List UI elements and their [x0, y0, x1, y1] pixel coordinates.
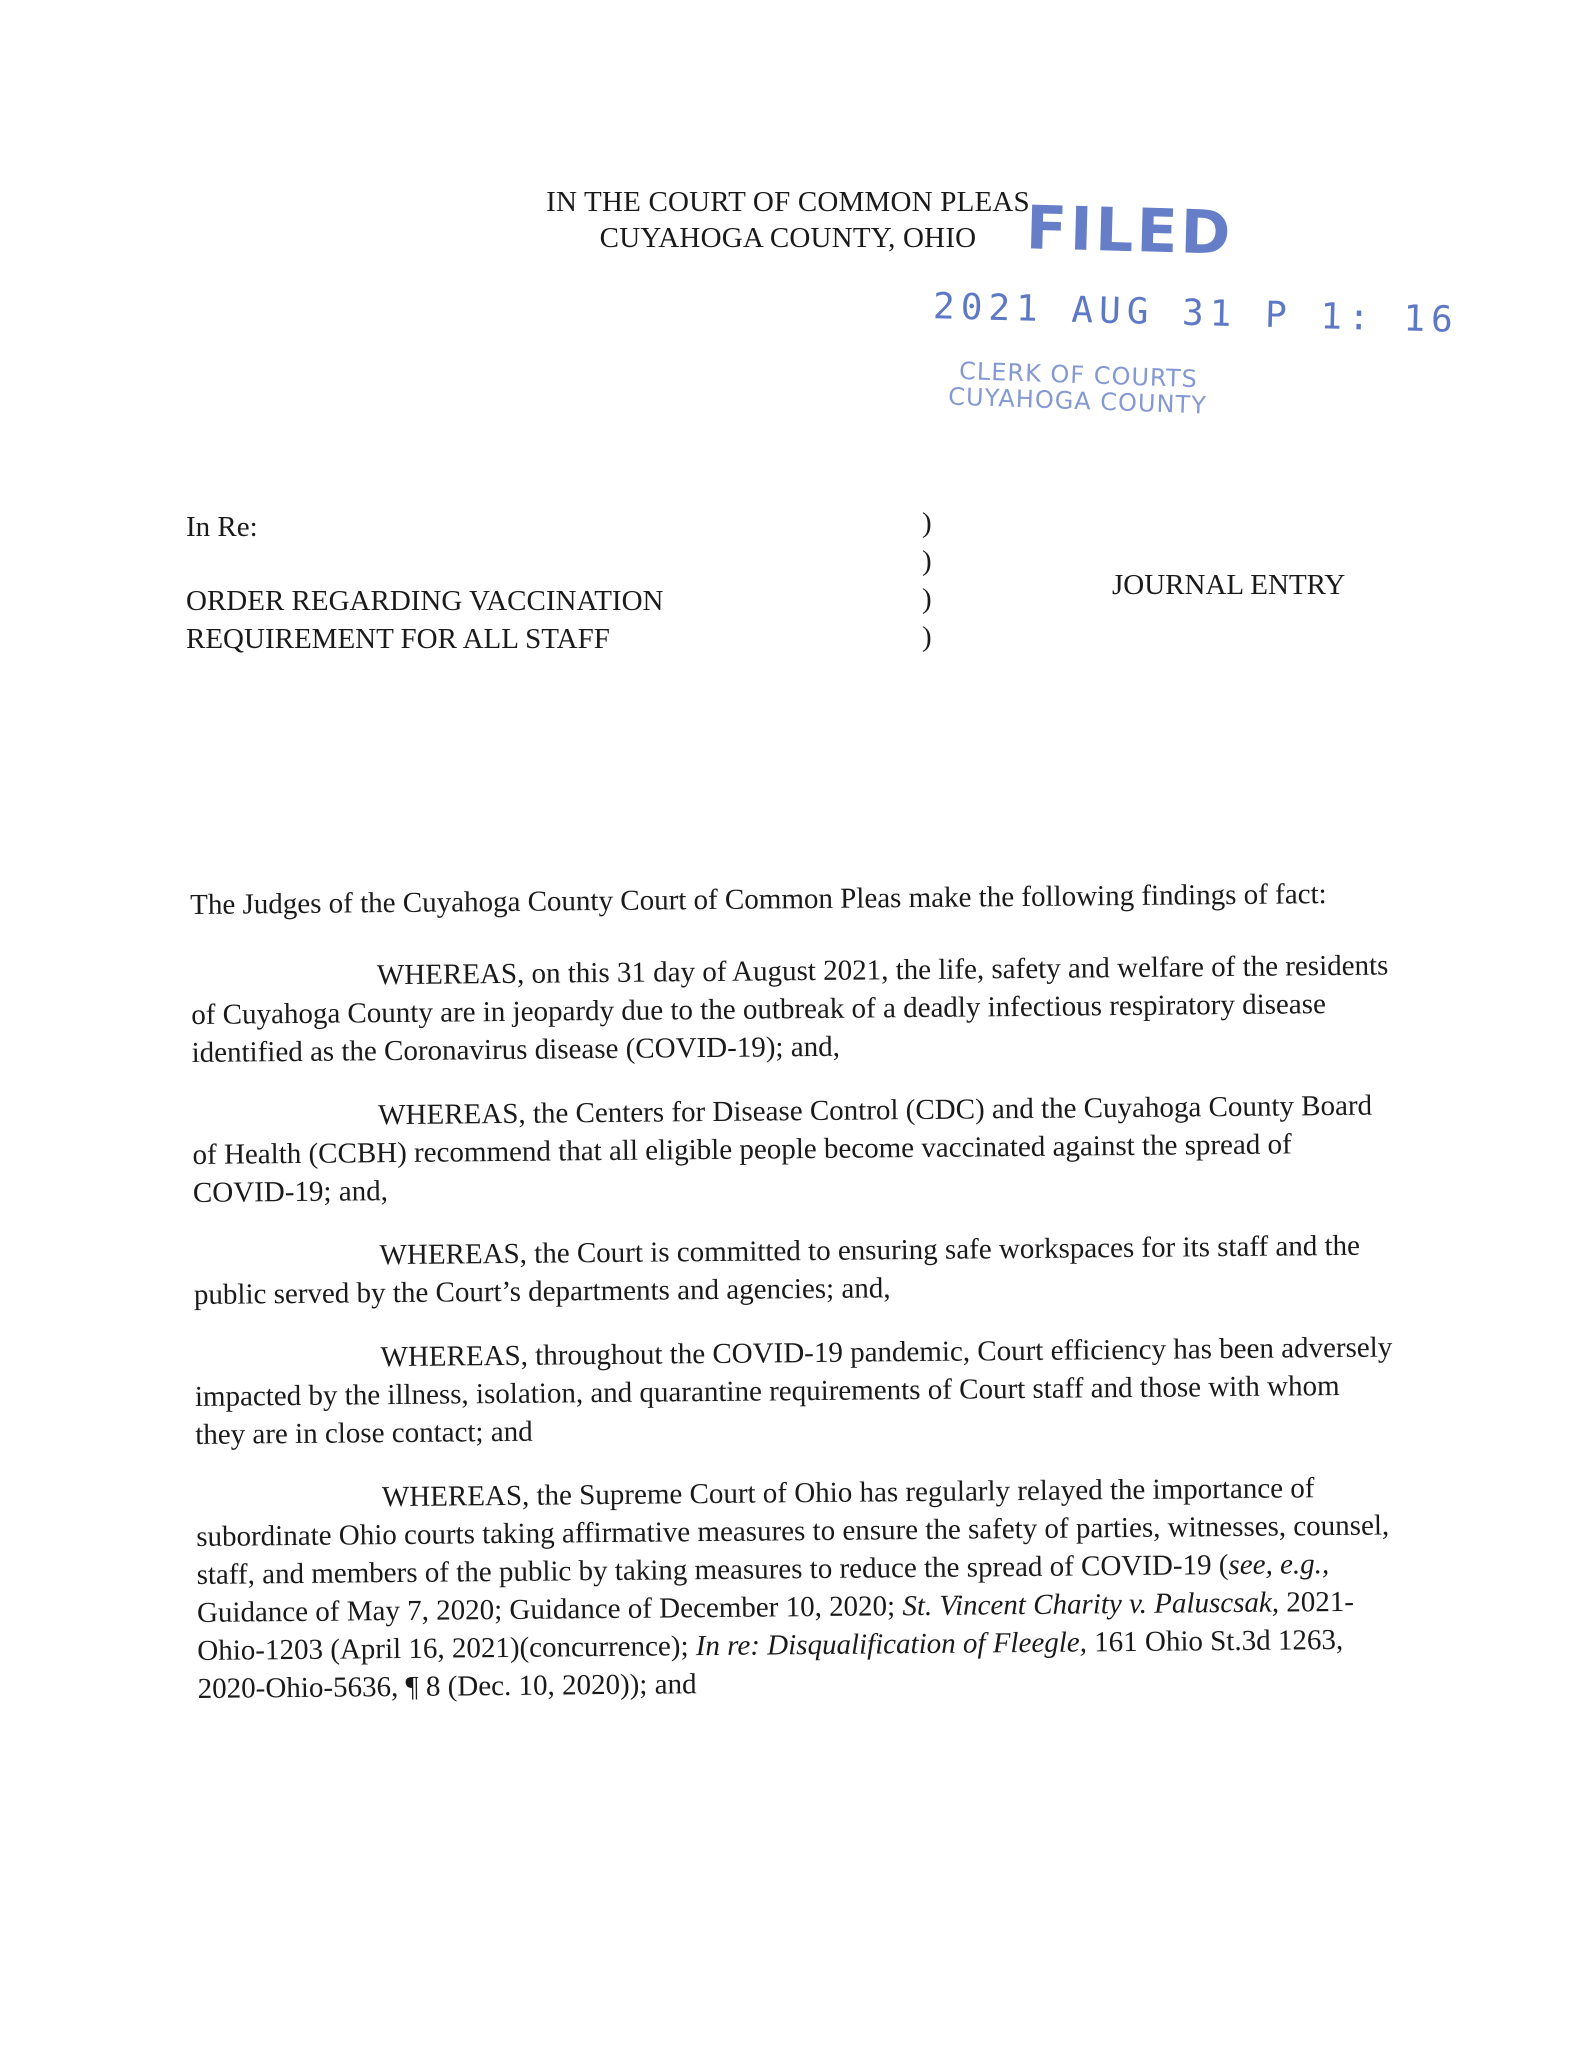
court-name: IN THE COURT OF COMMON PLEAS [546, 186, 1030, 218]
caption-paren: ) [922, 583, 932, 615]
w5-text-a: WHEREAS, the Supreme Court of Ohio has regularly relayed the importance of subordinate Ohio courts taking affirmative measures to ensure the safety of parties, witnesses, counsel, staff, and members of the public by taking measures to reduce the spread of COVID-19 ( [196, 1472, 1390, 1591]
w5-case-name-2: In re: Disqualification of Fleegle, [695, 1626, 1088, 1663]
in-re-block [186, 508, 663, 658]
filed-stamp: FILED [1025, 193, 1235, 269]
w5-citation-signal: see, e.g., [1228, 1548, 1330, 1582]
whereas-paragraph-3: WHEREAS, the Court is committed to ensuring safe workspaces for its staff and the public served by the Court’s departments and agencies; and, [193, 1229, 1361, 1311]
clerk-stamp-line1: CLERK OF COURTS [958, 356, 1199, 394]
clerk-stamp-line2: CUYAHOGA COUNTY [947, 382, 1208, 420]
whereas-paragraph-1: WHEREAS, on this 31 day of August 2021, the life, safety and welfare of the residents of Cuyahoga County are in jeopardy due to the outbreak of a deadly infectious respiratory disease identified as the Coronavirus disease (COVID-19); and, [191, 949, 1389, 1069]
caption-paren: ) [922, 545, 932, 577]
caption-parentheses [922, 504, 932, 656]
caption-paren: ) [922, 621, 932, 653]
court-county: CUYAHOGA COUNTY, OHIO [599, 222, 977, 254]
document-body [190, 874, 1398, 1733]
whereas-paragraph-4: WHEREAS, throughout the COVID-19 pandemic, Court efficiency has been adversely impacted by the illness, isolation, and quarantine requirements of Court staff and those with whom they are in close contact; and [194, 1331, 1393, 1451]
case-title-line1: ORDER REGARDING VACCINATION [186, 585, 664, 617]
court-caption [528, 184, 1048, 256]
in-re-label: In Re: [186, 511, 258, 543]
findings-intro: The Judges of the Cuyahoga County Court of Common Pleas make the following findings of fact: [190, 878, 1327, 921]
w5-text-e: 2021-Ohio-1203 (April 16, 2021)(concurrence); [197, 1585, 1355, 1667]
caption-paren: ) [922, 507, 932, 539]
case-title-line2: REQUIREMENT FOR ALL STAFF [186, 623, 610, 655]
w5-text-g: 161 Ohio St.3d 1263, 2020-Ohio-5636, ¶ 8 (Dec. 10, 2020)); and [197, 1623, 1344, 1705]
w5-case-name-1: St. Vincent Charity v. Paluscsak, [902, 1586, 1280, 1623]
journal-entry-label: JOURNAL ENTRY [1112, 569, 1346, 601]
whereas-paragraph-5 [196, 1468, 1398, 1708]
clerk-stamp [947, 357, 1209, 418]
w5-text-c: Guidance of May 7, 2020; Guidance of December 10, 2020; [196, 1590, 903, 1629]
whereas-paragraph-2: WHEREAS, the Centers for Disease Control (CDC) and the Cuyahoga County Board of Health (CCBH) recommend that all eligible people become vaccinated against the spread of COVID-19; and, [192, 1089, 1373, 1209]
filed-stamp-datetime: 2021 AUG 31 P 1: 16 [932, 286, 1460, 341]
